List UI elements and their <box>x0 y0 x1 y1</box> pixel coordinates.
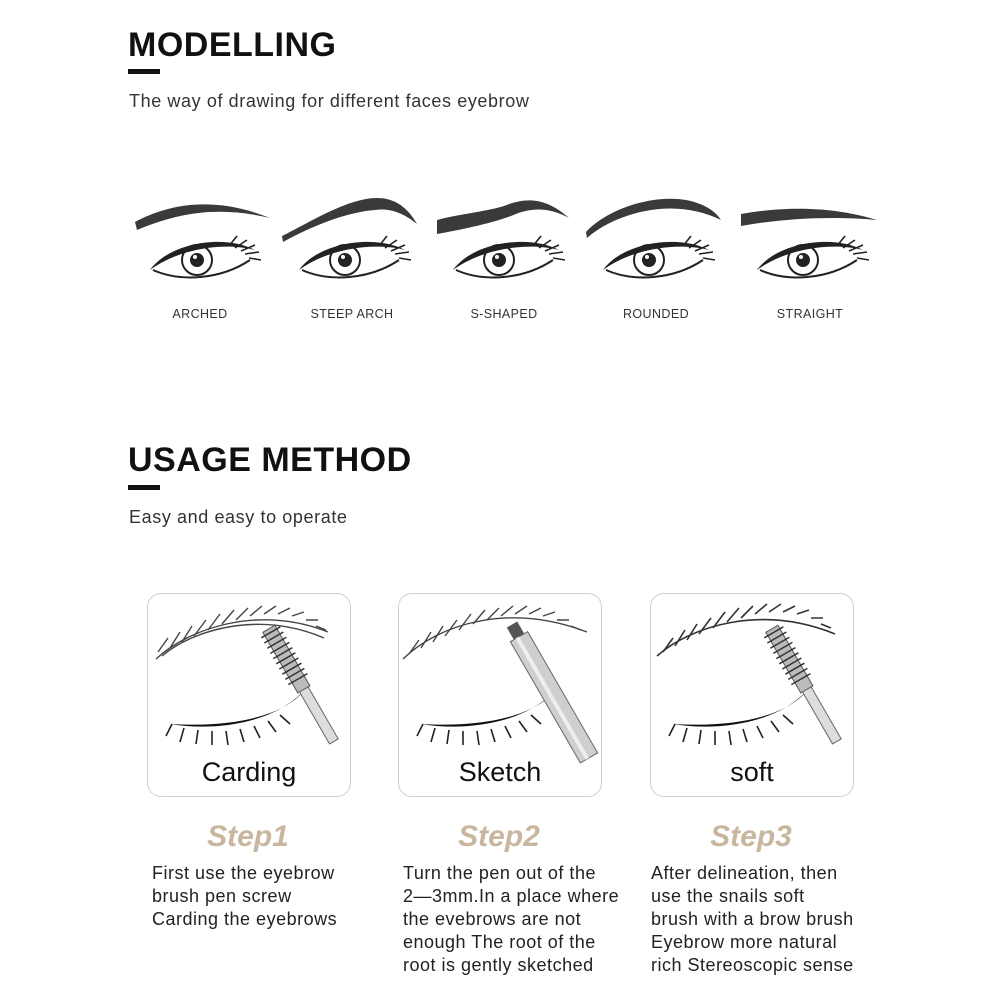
step-description: First use the eyebrow brush pen screw Carding the eyebrows <box>152 863 338 929</box>
modelling-subtitle: The way of drawing for different faces eyebrow <box>129 91 530 111</box>
rounded-eyebrow-eye-icon <box>581 190 731 285</box>
step-card-soft <box>650 593 854 797</box>
shape-label: S-SHAPED <box>470 307 538 321</box>
card-label: Sketch <box>458 757 542 787</box>
step-card-sketch <box>398 593 602 797</box>
shape-straight <box>735 190 885 321</box>
step-description: Turn the pen out of the 2—3mm.In a place where the evebrows are not enough The root of the root is gently sketched <box>403 863 620 975</box>
usage-subtitle: Easy and easy to operate <box>129 507 348 527</box>
step-card-carding <box>147 593 351 797</box>
shape-rounded <box>581 190 731 321</box>
card-label: Carding <box>201 757 297 787</box>
step-heading: Step2 <box>458 820 540 853</box>
step-heading: Step3 <box>710 820 792 853</box>
shape-label: ROUNDED <box>623 307 689 321</box>
steep-arch-eyebrow-eye-icon <box>277 190 427 285</box>
usage-title-underline <box>128 485 160 490</box>
arched-eyebrow-eye-icon <box>125 190 275 285</box>
straight-eyebrow-eye-icon <box>735 190 885 285</box>
shape-arched <box>125 190 275 321</box>
modelling-title-underline <box>128 69 160 74</box>
card-label: soft <box>730 757 774 787</box>
step-heading: Step1 <box>207 820 289 853</box>
modelling-title: MODELLING <box>128 26 337 64</box>
usage-title: USAGE METHOD <box>128 441 412 479</box>
shape-s-shaped <box>429 190 579 321</box>
s-shaped-eyebrow-eye-icon <box>429 190 579 285</box>
shape-label: STRAIGHT <box>776 307 844 321</box>
shape-label: ARCHED <box>172 307 228 321</box>
step-description: After delineation, then use the snails soft brush with a brow brush Eyebrow more natural rich Stereoscopic sense <box>651 863 854 975</box>
shape-label: STEEP ARCH <box>310 307 394 321</box>
shape-steep-arch <box>277 190 427 321</box>
